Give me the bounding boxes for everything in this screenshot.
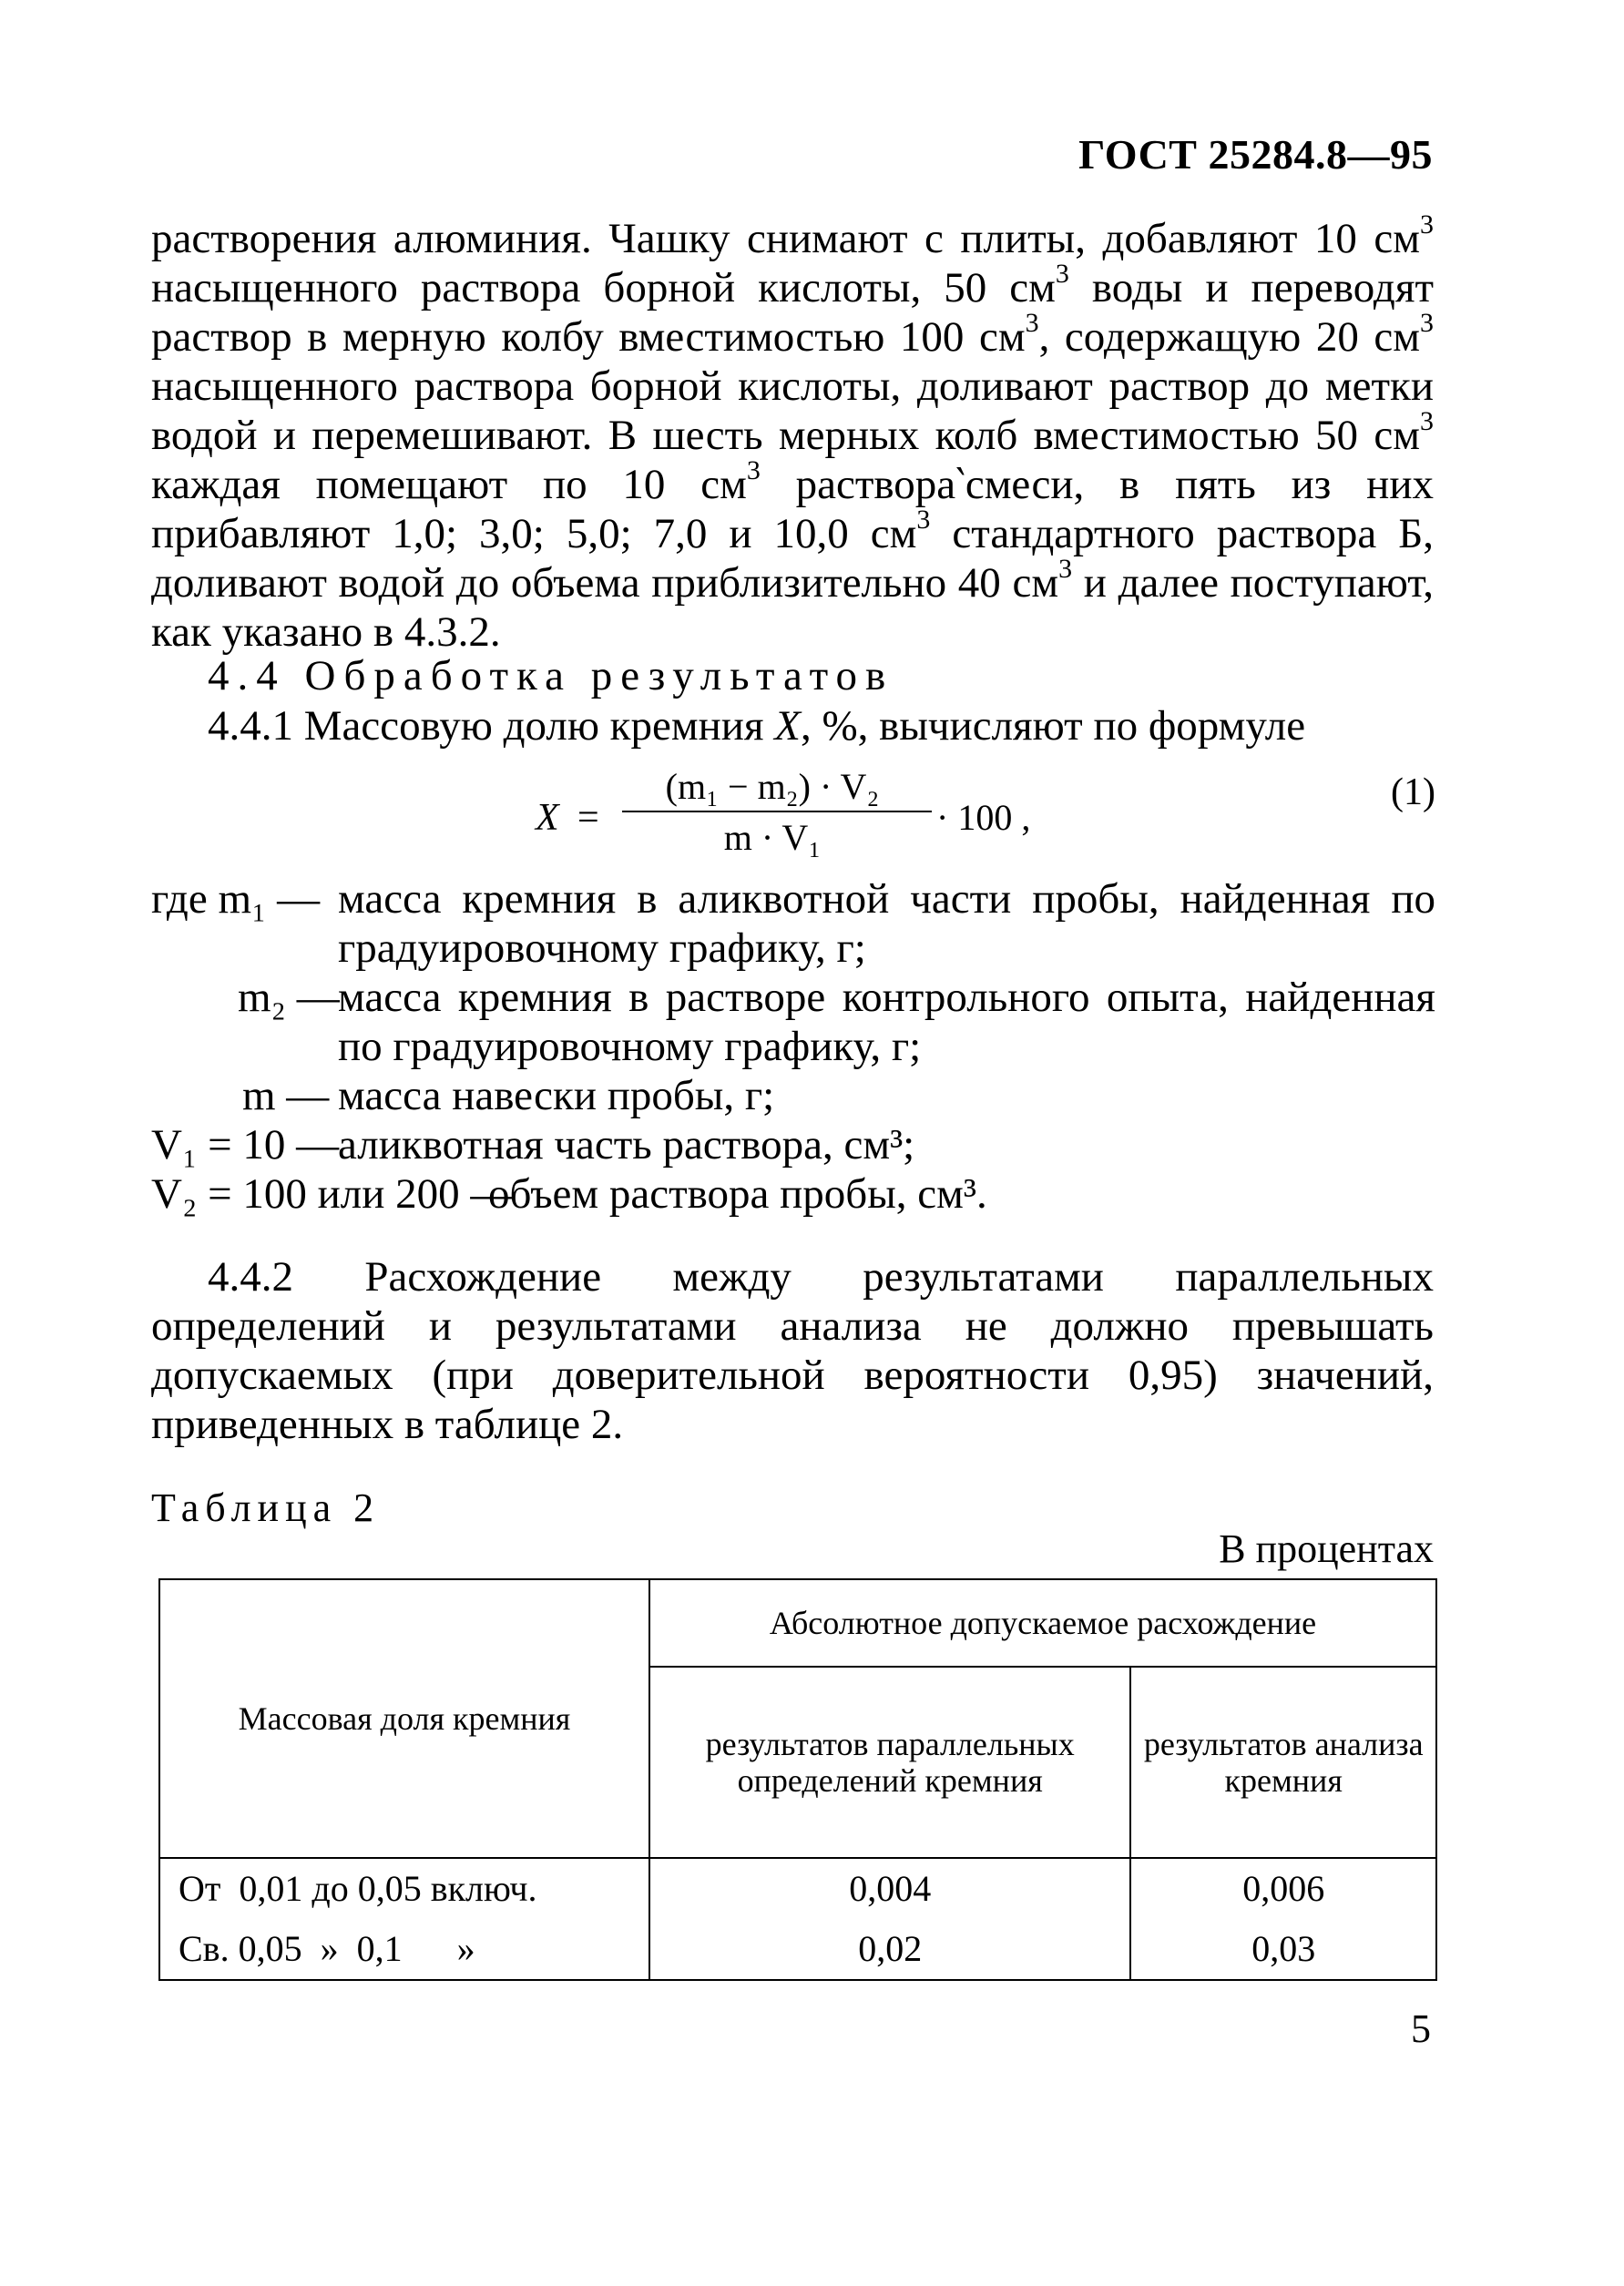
text-run: , содержащую 20 см <box>1038 313 1420 361</box>
cell-parallel: 0,004 <box>649 1858 1130 1919</box>
section-title: 4.4 Обработка результатов <box>208 652 894 699</box>
cell-analysis: 0,006 <box>1130 1858 1436 1919</box>
definition-label: V₁ = 10 — <box>151 1121 340 1169</box>
clause-4-4-2: 4.4.2 Расхождение между результатами параллельных определений и результатами анализа не должно превышать допускаемых (при доверительной вероятности 0,95) значений, приведенных в таблице 2. <box>151 1253 1434 1448</box>
definition-item <box>151 874 1435 973</box>
table-row <box>159 1858 1436 1919</box>
formula-lhs: X <box>536 797 559 839</box>
definition-item <box>151 973 1435 1071</box>
superscript: 3 <box>1058 554 1073 585</box>
formula-denominator: m · V₁ <box>723 817 822 858</box>
superscript: 3 <box>1025 308 1039 339</box>
definition-text: объем раствора пробы, см³. <box>488 1170 987 1218</box>
text-run: каждая помещают по 10 см <box>151 461 747 508</box>
superscript: 3 <box>916 505 931 536</box>
definition-label: m — <box>242 1072 330 1119</box>
variable-definitions <box>151 874 1435 1219</box>
text-run: раствора‵смеси, в пять из них прибавляют 1,0; 3,0; 5,0; 7,0 и 10,0 см <box>151 461 1434 557</box>
definition-label: m₂ — <box>238 974 340 1021</box>
definition-text: масса навески пробы, г; <box>338 1072 775 1119</box>
text-run: стандартного раствора Б, доливают водой до объема приблизительно 40 см <box>151 510 1434 607</box>
text-run: , %, вычисляют по формуле <box>801 702 1306 750</box>
formula-multiplier: · 100 , <box>936 797 1031 838</box>
page-number: 5 <box>1411 2006 1431 2051</box>
definition-item <box>151 1169 1435 1219</box>
definition-text: масса кремния в аликвотной части пробы, найденная по градуировочному графику, г; <box>338 875 1435 972</box>
formula <box>536 766 1446 862</box>
header-mass-fraction: Массовая доля кремния <box>159 1579 649 1858</box>
variable: X <box>774 702 802 750</box>
text-run: растворения алюминия. Чашку снимают с плиты, добавляют 10 см <box>151 215 1420 262</box>
text-run: воды и переводят раствор в мерную колбу вместимостью 100 см <box>151 264 1435 361</box>
formula-numerator: (m₁ − m₂) · V₂ <box>665 766 880 807</box>
definition-item <box>151 1071 1435 1120</box>
cell-analysis: 0,03 <box>1130 1919 1436 1980</box>
data-table <box>158 1578 1437 1981</box>
definition-item <box>151 1120 1435 1169</box>
definition-label: V₂ = 100 или 200 — <box>151 1170 514 1218</box>
cell-range: От 0,01 до 0,05 включ. <box>159 1858 649 1919</box>
equation-number: (1) <box>1391 771 1435 813</box>
definition-text: масса кремния в растворе контрольного опыта, найденная по градуировочному графику, г; <box>338 974 1435 1070</box>
table-units: В процентах <box>1219 1526 1434 1571</box>
text-run: насыщенного раствора борной кислоты, 50 см <box>151 264 1056 311</box>
header-parallel-results: результатов параллельных определений кремния <box>649 1667 1130 1858</box>
table-title: Таблица 2 <box>151 1485 381 1530</box>
text-run: и далее поступают, как указано в 4.3.2. <box>151 559 1434 656</box>
text-run: насыщенного раствора борной кислоты, доливают раствор до метки водой и перемешивают. В шесть мерных колб вместимостью 50 см <box>151 362 1434 459</box>
superscript: 3 <box>1420 308 1434 339</box>
fraction-bar <box>622 811 932 812</box>
superscript: 3 <box>1055 259 1069 290</box>
superscript: 3 <box>746 455 761 486</box>
definition-label: где m₁ — <box>151 875 321 923</box>
text-run: 4.4.1 Массовую долю кремния <box>208 702 775 750</box>
table-row <box>159 1919 1436 1980</box>
cell-range: Св. 0,05 » 0,1 » <box>159 1919 649 1980</box>
formula-equals: = <box>577 797 599 839</box>
superscript: 3 <box>1420 406 1434 437</box>
standard-header: ГОСТ 25284.8—95 <box>1078 131 1433 178</box>
header-analysis-results: результатов анализа кремния <box>1130 1667 1436 1858</box>
cell-parallel: 0,02 <box>649 1919 1130 1980</box>
header-absolute-discrepancy: Абсолютное допускаемое расхождение <box>649 1579 1436 1667</box>
superscript: 3 <box>1420 209 1434 240</box>
paragraph-text <box>151 209 1435 657</box>
definition-text: аликвотная часть раствора, см³; <box>338 1121 915 1169</box>
clause-4-4-1 <box>208 701 1305 750</box>
